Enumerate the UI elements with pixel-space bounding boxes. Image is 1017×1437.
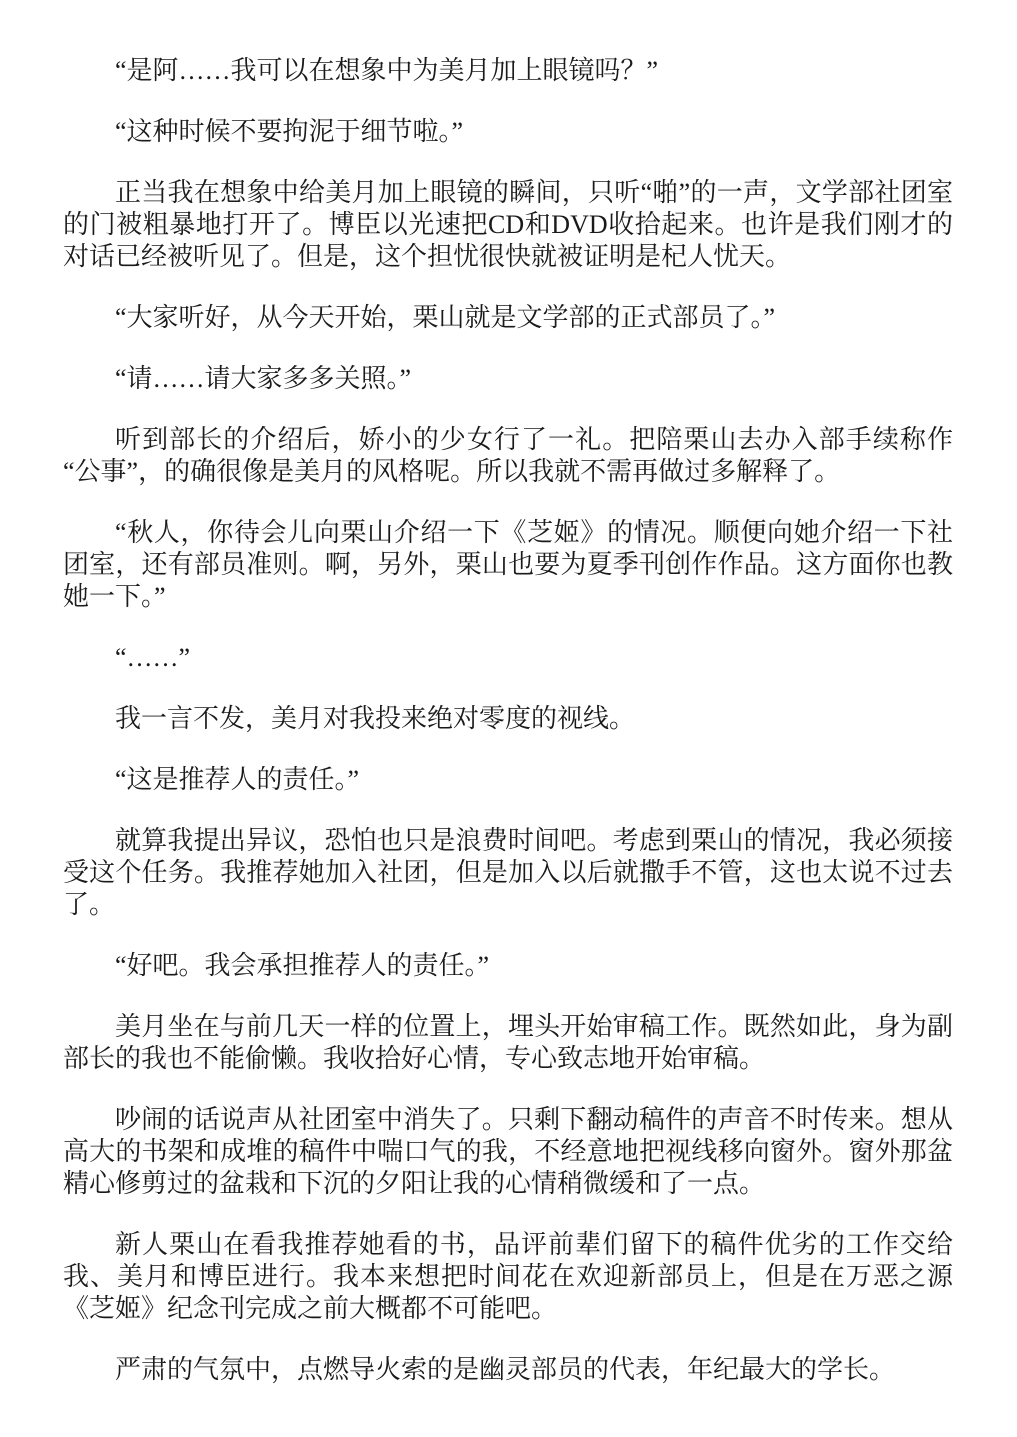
paragraph-dialogue-05: “请……请大家多多关照。” bbox=[115, 364, 412, 393]
paragraph-dialogue-02: “这种时候不要拘泥于细节啦。” bbox=[115, 117, 464, 146]
paragraph-narration-16: 严肃的气氛中，点燃导火索的是幽灵部员的代表，年纪最大的学长。 bbox=[115, 1355, 896, 1384]
paragraph-narration-15: 新人栗山在看我推荐她看的书，品评前辈们留下的稿件优劣的工作交给我、美月和博臣进行。我本来想把时间花在欢迎新部员上，但是在万恶之源《芝姬》纪念刊完成之前大概都不可能吧。 bbox=[63, 1230, 953, 1323]
paragraph-dialogue-12: “好吧。我会承担推荐人的责任。” bbox=[115, 951, 490, 980]
paragraph-narration-13: 美月坐在与前几天一样的位置上，埋头开始审稿工作。既然如此，身为副部长的我也不能偷懒。我收拾好心情，专心致志地开始审稿。 bbox=[63, 1012, 953, 1073]
paragraph-narration-11: 就算我提出异议，恐怕也只是浪费时间吧。考虑到栗山的情况，我必须接受这个任务。我推荐她加入社团，但是加入以后就撒手不管，这也太说不过去了。 bbox=[63, 826, 953, 919]
paragraph-narration-03: 正当我在想象中给美月加上眼镜的瞬间，只听“啪”的一声，文学部社团室的门被粗暴地打开了。博臣以光速把CD和DVD收拾起来。也许是我们刚才的对话已经被听见了。但是，这个担忧很快就被证明是杞人忧天。 bbox=[63, 178, 953, 271]
paragraph-dialogue-08: “……” bbox=[115, 643, 191, 672]
paragraph-dialogue-07: “秋人，你待会儿向栗山介绍一下《芝姬》的情况。顺便向她介绍一下社团室，还有部员准则。啊，另外，栗山也要为夏季刊创作作品。这方面你也教她一下。” bbox=[63, 518, 953, 611]
paragraph-narration-14: 吵闹的话说声从社团室中消失了。只剩下翻动稿件的声音不时传来。想从高大的书架和成堆的稿件中喘口气的我，不经意地把视线移向窗外。窗外那盆精心修剪过的盆栽和下沉的夕阳让我的心情稍微缓和了一点。 bbox=[63, 1105, 953, 1198]
paragraph-dialogue-04: “大家听好，从今天开始，栗山就是文学部的正式部员了。” bbox=[115, 303, 776, 332]
paragraph-dialogue-01: “是阿……我可以在想象中为美月加上眼镜吗？” bbox=[115, 56, 659, 85]
paragraph-narration-09: 我一言不发，美月对我投来绝对零度的视线。 bbox=[115, 704, 636, 733]
paragraph-dialogue-10: “这是推荐人的责任。” bbox=[115, 765, 360, 794]
paragraph-narration-06: 听到部长的介绍后，娇小的少女行了一礼。把陪栗山去办入部手续称作“公事”，的确很像是美月的风格呢。所以我就不需再做过多解释了。 bbox=[63, 425, 953, 486]
